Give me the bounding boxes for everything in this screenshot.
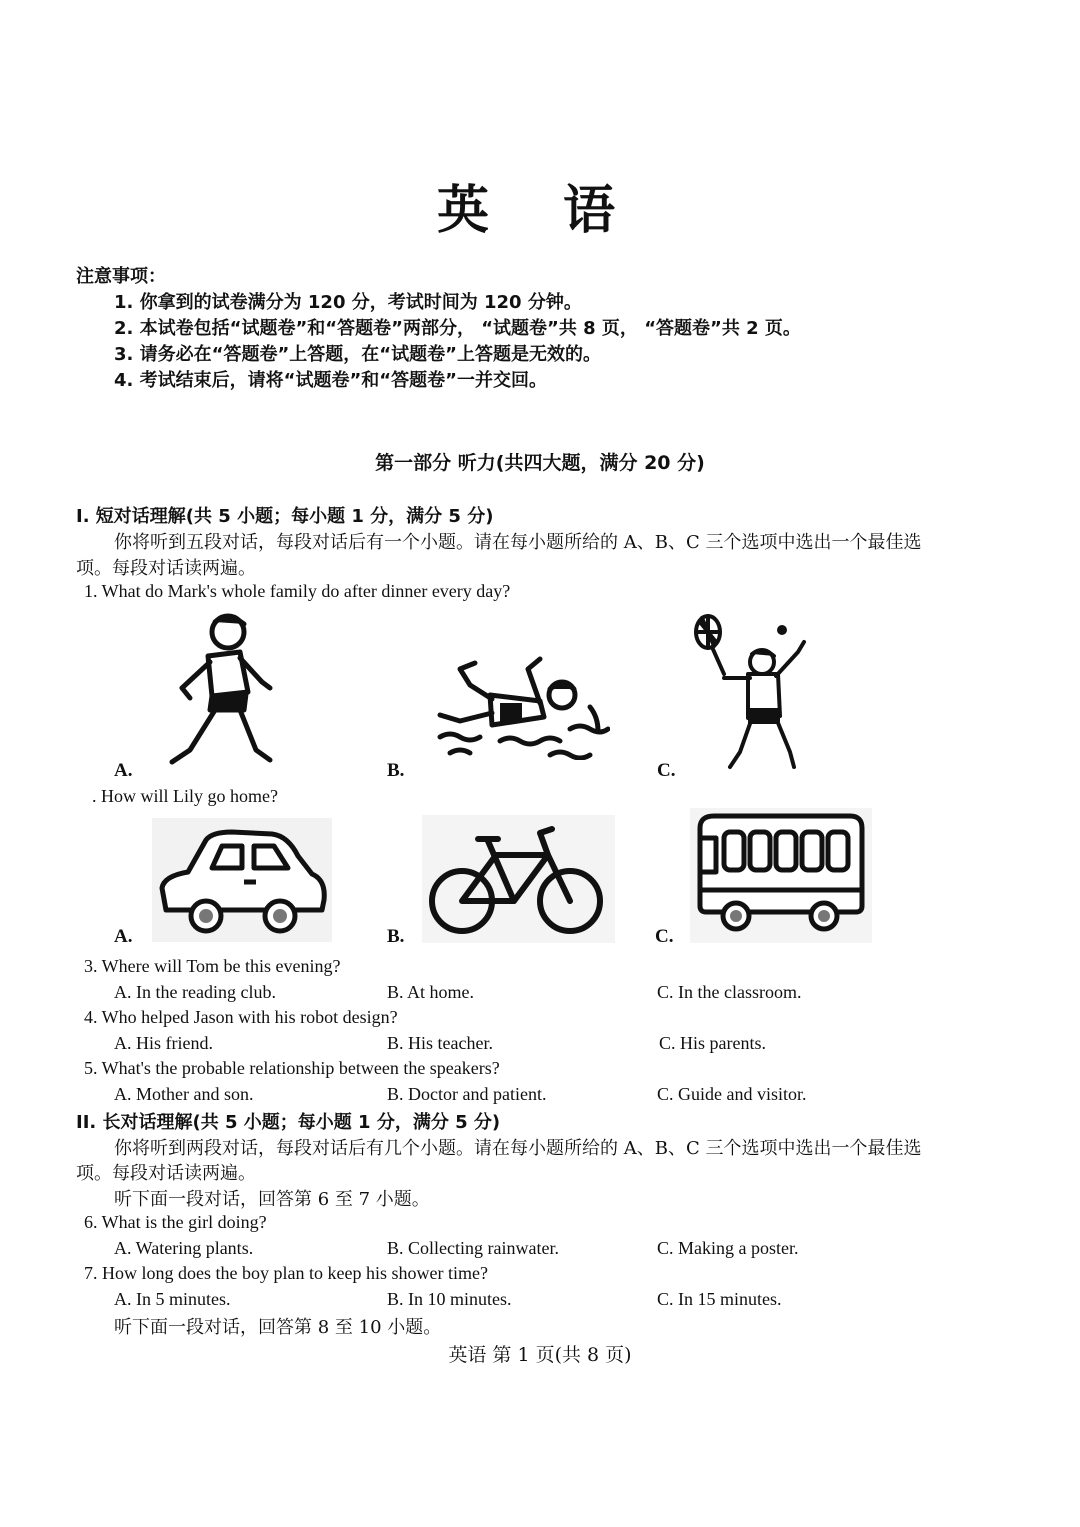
page-title: 英 语 [436, 181, 644, 241]
q2-option-b-label: B. [387, 926, 405, 947]
q6-option-c: C. Making a poster. [657, 1238, 799, 1258]
page-footer: 英语 第 1 页(共 8 页) [448, 1344, 632, 1366]
badminton-player-image [690, 612, 820, 777]
q1-option-c-label: C. [657, 760, 676, 781]
q7-option-b: B. In 10 minutes. [387, 1289, 512, 1309]
q4-option-b: B. His teacher. [387, 1033, 493, 1053]
q2-option-c-label: C. [655, 926, 674, 947]
notice-item-1: 1. 你拿到的试卷满分为 120 分，考试时间为 120 分钟。 [114, 292, 582, 313]
q3-option-a: A. In the reading club. [114, 982, 276, 1002]
notice-item-4: 4. 考试结束后，请将“试题卷”和“答题卷”一并交回。 [114, 370, 547, 391]
q3-option-b: B. At home. [387, 982, 475, 1002]
notice-heading: 注意事项： [76, 266, 166, 287]
q3-option-c: C. In the classroom. [657, 982, 802, 1002]
q4-option-c: C. His parents. [659, 1033, 766, 1053]
question-1: 1. What do Mark's whole family do after dinner every day? [84, 581, 511, 601]
q7-option-c: C. In 15 minutes. [657, 1289, 782, 1309]
part1-heading: 第一部分 听力(共四大题，满分 20 分) [375, 452, 705, 474]
section2-instruction: 你将听到两段对话，每段对话后有几个小题。请在每小题所给的 A、B、C 三个选项中选出一个最佳选 [114, 1138, 922, 1159]
q5-option-c: C. Guide and visitor. [657, 1084, 807, 1104]
q4-option-a: A. His friend. [114, 1033, 213, 1053]
question-5: 5. What's the probable relationship between the speakers? [84, 1058, 500, 1078]
section1-heading: I. 短对话理解(共 5 小题；每小题 1 分，满分 5 分) [76, 506, 494, 527]
section1-instruction-cont: 项。每段对话读两遍。 [76, 558, 256, 579]
q1-option-a-label: A. [114, 760, 133, 781]
notice-item-3: 3. 请务必在“答题卷”上答题，在“试题卷”上答题是无效的。 [114, 344, 601, 365]
question-3: 3. Where will Tom be this evening? [84, 956, 341, 976]
q6-option-a: A. Watering plants. [114, 1238, 254, 1258]
q6-option-b: B. Collecting rainwater. [387, 1238, 559, 1258]
question-6: 6. What is the girl doing? [84, 1212, 267, 1232]
notice-item-2: 2. 本试卷包括“试题卷”和“答题卷”两部分， “试题卷”共 8 页， “答题卷”共 2 页。 [114, 318, 801, 339]
dialogue-lead-2: 听下面一段对话，回答第 8 至 10 小题。 [114, 1317, 442, 1338]
dialogue-lead-1: 听下面一段对话，回答第 6 至 7 小题。 [114, 1189, 430, 1210]
q7-option-a: A. In 5 minutes. [114, 1289, 231, 1309]
walking-person-image [160, 610, 280, 775]
q1-option-b-label: B. [387, 760, 405, 781]
swimming-person-image [430, 655, 610, 760]
car-image [152, 818, 332, 942]
question-2: . How will Lily go home? [92, 786, 278, 806]
q5-option-a: A. Mother and son. [114, 1084, 254, 1104]
section1-instruction: 你将听到五段对话，每段对话后有一个小题。请在每小题所给的 A、B、C 三个选项中选出一个最佳选 [114, 532, 922, 553]
section2-heading: II. 长对话理解(共 5 小题；每小题 1 分，满分 5 分) [76, 1112, 501, 1133]
bus-image [690, 808, 872, 943]
q5-option-b: B. Doctor and patient. [387, 1084, 547, 1104]
bicycle-image [422, 815, 615, 943]
question-7: 7. How long does the boy plan to keep his shower time? [84, 1263, 488, 1283]
q2-option-a-label: A. [114, 926, 133, 947]
question-4: 4. Who helped Jason with his robot design? [84, 1007, 398, 1027]
section2-instruction-cont: 项。每段对话读两遍。 [76, 1163, 256, 1184]
